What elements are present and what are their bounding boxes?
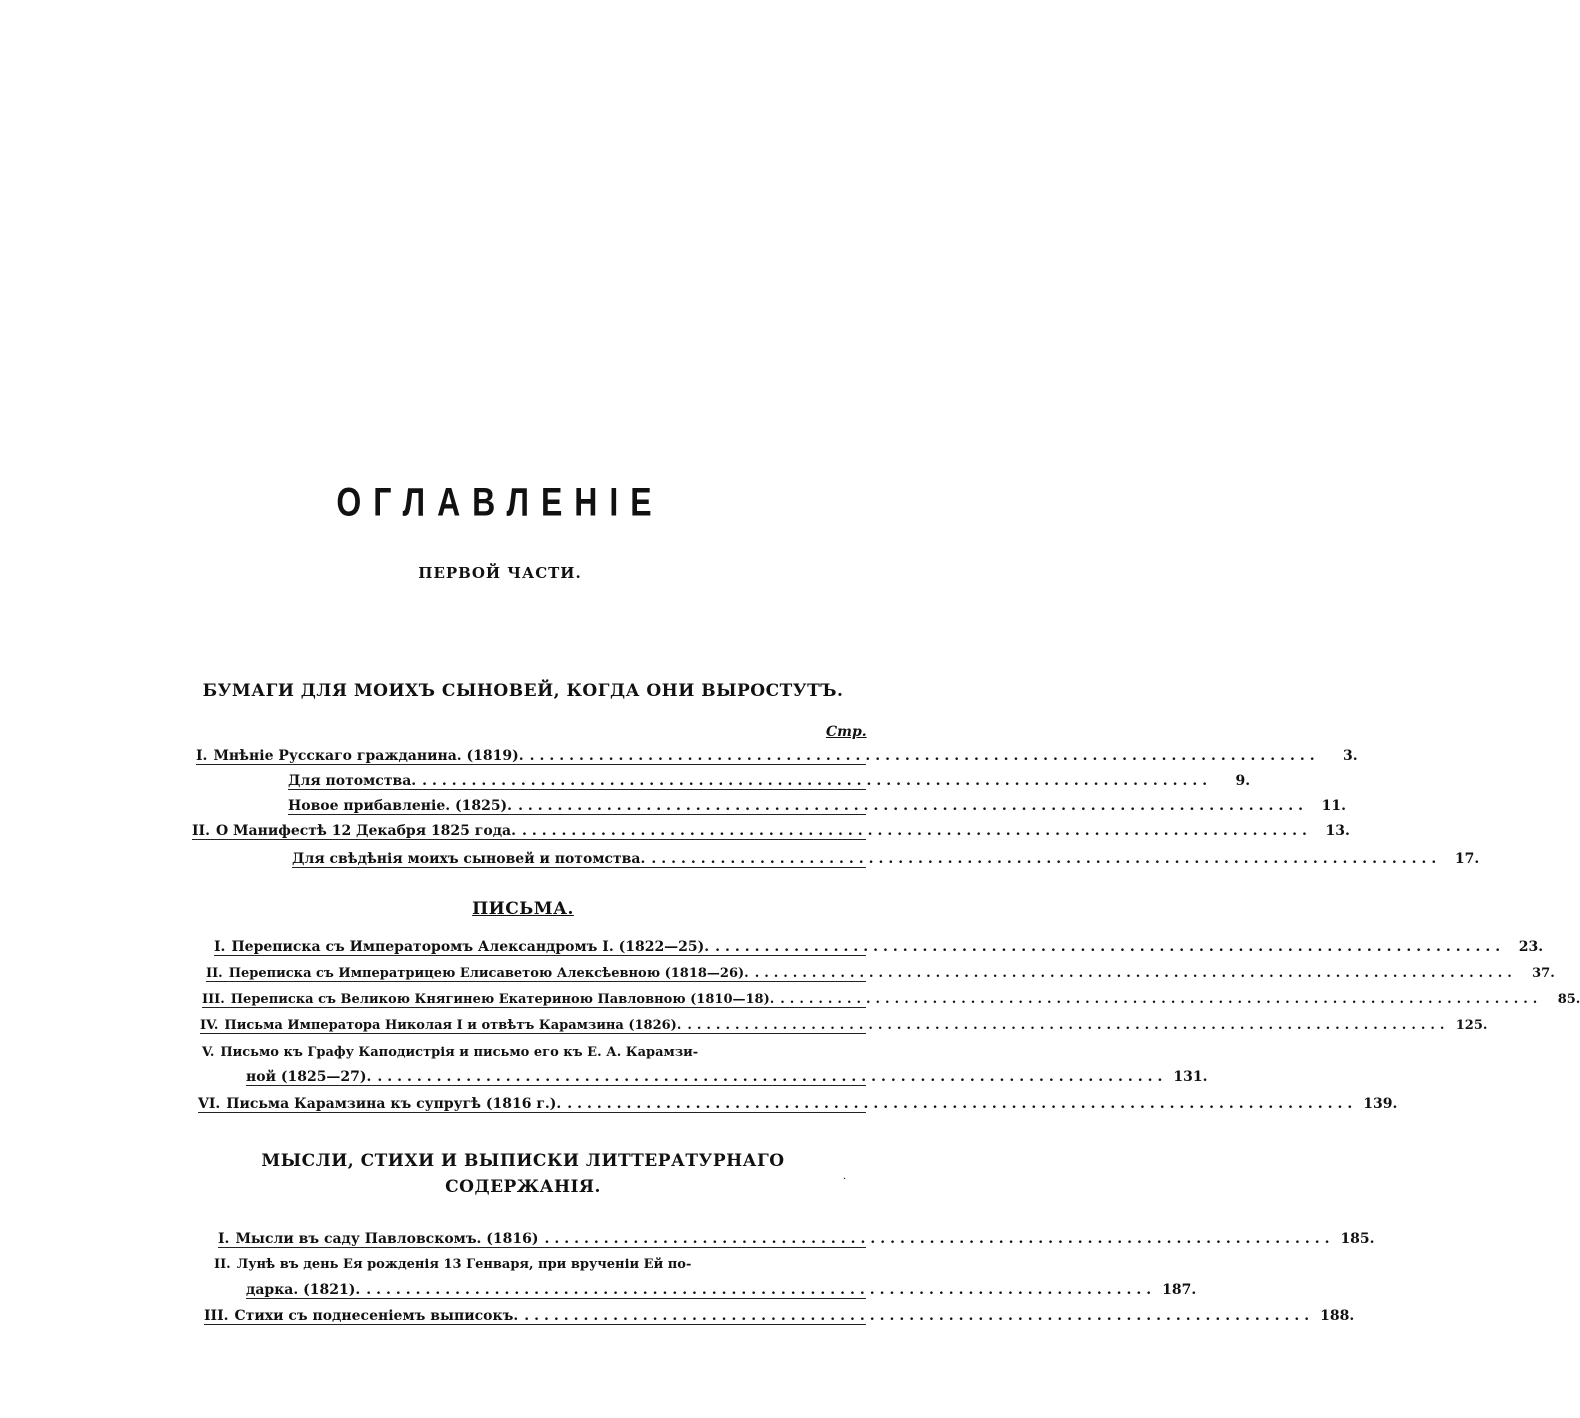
dot-leader: ................................................................................ xyxy=(754,966,1517,981)
entry-page: 11. xyxy=(1321,798,1346,814)
section-heading-letters: ПИСЬМА. xyxy=(472,899,574,919)
dot-leader: ................................................................................ xyxy=(524,1308,1315,1324)
entry-title: Письма Карамзина къ супругѣ (1816 г.). xyxy=(226,1096,562,1112)
toc-entry[interactable] xyxy=(214,933,1544,956)
entry-page: 9. xyxy=(1235,773,1251,789)
entry-title: Стихи съ поднесеніемъ выписокъ. xyxy=(234,1308,519,1324)
page-title: ОГЛАВЛЕНІЕ xyxy=(336,479,664,525)
section-heading-line2: СОДЕРЖАНІЯ. xyxy=(445,1177,601,1197)
section-heading-line1: МЫСЛИ, СТИХИ И ВЫПИСКИ ЛИТТЕРАТУРНАГО xyxy=(261,1151,785,1171)
entry-number: V. xyxy=(202,1045,215,1060)
toc-entry-line2[interactable] xyxy=(246,1063,1208,1086)
toc-entry[interactable] xyxy=(196,742,1358,765)
dot-leader: ................................................................................ xyxy=(422,773,1213,789)
entry-page: 131. xyxy=(1173,1069,1208,1085)
entry-page: 188. xyxy=(1320,1308,1355,1324)
print-speck: · xyxy=(843,1174,847,1185)
entry-title: О Манифестѣ 12 Декабря 1825 года. xyxy=(215,823,516,839)
entry-title: Новое прибавленіе. (1825). xyxy=(288,798,513,814)
entry-number: IV. xyxy=(200,1018,219,1033)
toc-entry[interactable] xyxy=(192,817,1350,840)
dot-leader: ................................................................................ xyxy=(780,992,1543,1007)
entry-number: III. xyxy=(202,992,225,1007)
entry-title: Для потомства. xyxy=(288,773,417,789)
entry-number: II. xyxy=(214,1257,231,1272)
entry-title: Письма Императора Николая I и отвѣтъ Карамзина (1826). xyxy=(224,1018,682,1033)
dot-leader: ................................................................................ xyxy=(651,851,1442,867)
toc-entry[interactable] xyxy=(288,767,1251,790)
entry-number: I. xyxy=(218,1231,230,1247)
dot-leader: ................................................................................ xyxy=(544,1231,1335,1247)
entry-page: 85. xyxy=(1557,992,1580,1007)
dot-leader: ................................................................................ xyxy=(529,748,1320,764)
dot-leader: ................................................................................ xyxy=(521,823,1312,839)
section-heading-thoughts xyxy=(180,1148,866,1200)
dot-leader: ................................................................................ xyxy=(366,1282,1157,1298)
entry-page: 187. xyxy=(1162,1282,1197,1298)
entry-title: Переписка съ Великою Княгинею Екатериною Павловною (1810—18). xyxy=(230,992,775,1007)
entry-page: 17. xyxy=(1454,851,1480,867)
toc-entry[interactable] xyxy=(200,1011,1488,1034)
toc-entry[interactable] xyxy=(288,792,1346,815)
entry-number: I. xyxy=(214,939,226,955)
entry-title: Переписка съ Императрицею Елисаветою Алексѣевною (1818—26). xyxy=(228,966,749,981)
toc-entry[interactable] xyxy=(206,959,1555,982)
entry-title: Лунѣ въ день Ея рожденія 13 Генваря, при врученіи Ей по- xyxy=(236,1257,692,1272)
toc-entry[interactable] xyxy=(202,985,1580,1008)
entry-page: 185. xyxy=(1340,1231,1375,1247)
page-subtitle: ПЕРВОЙ ЧАСТИ. xyxy=(418,564,582,582)
dot-leader: ................................................................................ xyxy=(518,798,1308,814)
entry-page: 23. xyxy=(1518,939,1544,955)
toc-entry-line1[interactable] xyxy=(214,1250,866,1272)
entry-page: 139. xyxy=(1363,1096,1398,1112)
toc-entry-line1[interactable] xyxy=(202,1038,866,1060)
entry-title: Мнѣніе Русскаго гражданина. (1819). xyxy=(213,748,524,764)
entry-page: 13. xyxy=(1325,823,1350,839)
entry-title: Для свѣдѣнія моихъ сыновей и потомства. xyxy=(292,851,646,867)
toc-entry[interactable] xyxy=(292,845,1480,868)
entry-number: VI. xyxy=(198,1096,221,1112)
entry-title: Мысли въ саду Павловскомъ. (1816) xyxy=(235,1231,539,1247)
page-column-header: Стр. xyxy=(826,724,867,740)
entry-title-continued: дарка. (1821). xyxy=(246,1282,361,1298)
dot-leader: ................................................................................ xyxy=(567,1096,1358,1112)
section-heading-papers: БУМАГИ ДЛЯ МОИХЪ СЫНОВЕЙ, КОГДА ОНИ ВЫРОСТУТЪ. xyxy=(202,681,844,701)
entry-number: I. xyxy=(196,748,208,764)
entry-page: 125. xyxy=(1455,1018,1488,1033)
entry-number: II. xyxy=(206,966,223,981)
entry-title: Письмо къ Графу Каподистрія и письмо его къ Е. А. Карамзи- xyxy=(220,1045,699,1060)
toc-entry[interactable] xyxy=(198,1090,1398,1113)
entry-number: II. xyxy=(192,823,210,839)
toc-entry[interactable] xyxy=(204,1302,1355,1325)
toc-entry-line2[interactable] xyxy=(246,1276,1197,1299)
dot-leader: ................................................................................ xyxy=(377,1069,1168,1085)
entry-number: III. xyxy=(204,1308,229,1324)
toc-entry[interactable] xyxy=(218,1225,1375,1248)
entry-page: 37. xyxy=(1532,966,1555,981)
entry-title: Переписка съ Императоромъ Александромъ I. (1822—25). xyxy=(231,939,710,955)
dot-leader: ................................................................................ xyxy=(687,1018,1450,1033)
dot-leader: ................................................................................ xyxy=(715,939,1506,955)
entry-page: 3. xyxy=(1342,748,1358,764)
entry-title-continued: ной (1825—27). xyxy=(246,1069,372,1085)
